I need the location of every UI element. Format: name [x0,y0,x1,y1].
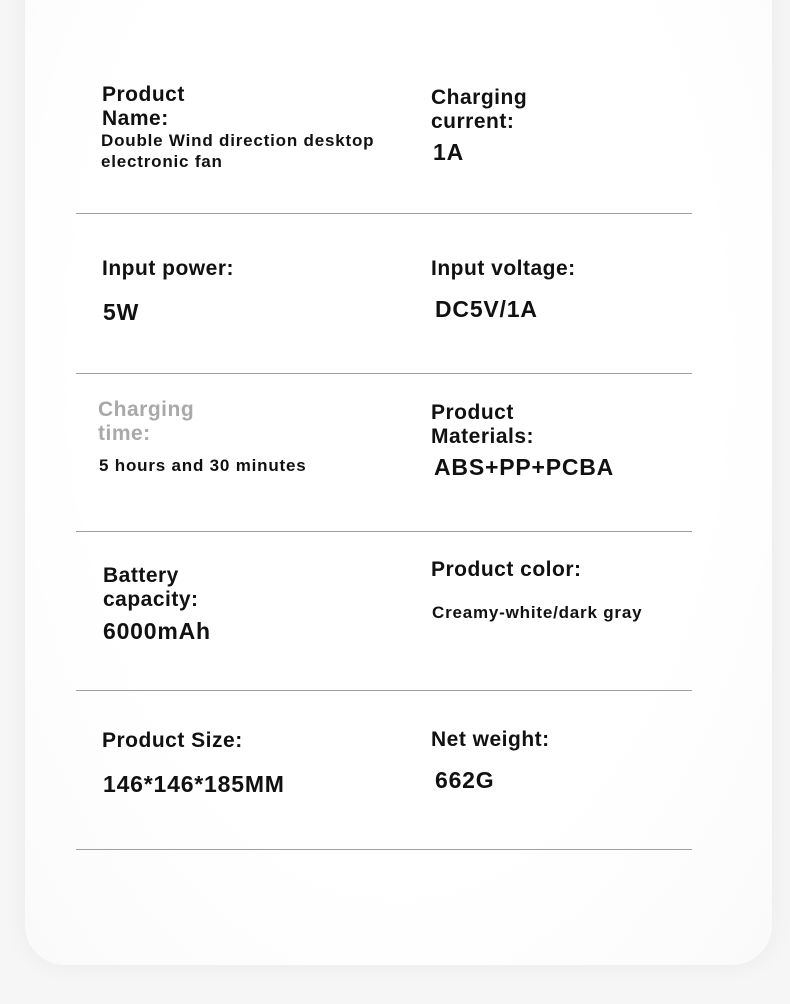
spec-value-product-name: Double Wind direction desktop electronic fan [101,131,375,171]
spec-value-battery-capacity: 6000mAh [103,618,211,644]
spec-label-product-size: Product Size: [102,729,243,752]
spec-value-product-materials: ABS+PP+PCBA [434,454,615,480]
spec-label-battery-capacity: Battery capacity: [103,564,199,611]
spec-label-input-power: Input power: [102,257,234,280]
spec-value-input-power: 5W [103,299,140,325]
spec-label-product-color: Product color: [431,558,582,581]
row-divider [76,531,692,532]
row-divider [76,690,692,691]
spec-label-charging-time: Charging time: [98,398,195,445]
row-divider [76,373,692,374]
spec-label-product-name: Product Name: [102,83,185,130]
spec-label-product-materials: Product Materials: [431,401,535,448]
spec-label-net-weight: Net weight: [431,728,550,751]
spec-label-charging-current: Charging current: [431,86,528,133]
spec-value-charging-time: 5 hours and 30 minutes [99,456,307,475]
row-divider [76,213,692,214]
row-divider [76,849,692,850]
spec-value-input-voltage: DC5V/1A [435,296,538,322]
spec-value-net-weight: 662G [435,767,495,793]
spec-label-input-voltage: Input voltage: [431,257,576,280]
spec-value-product-size: 146*146*185MM [103,771,285,797]
spec-value-charging-current: 1A [433,139,465,165]
spec-value-product-color: Creamy-white/dark gray [432,603,643,622]
